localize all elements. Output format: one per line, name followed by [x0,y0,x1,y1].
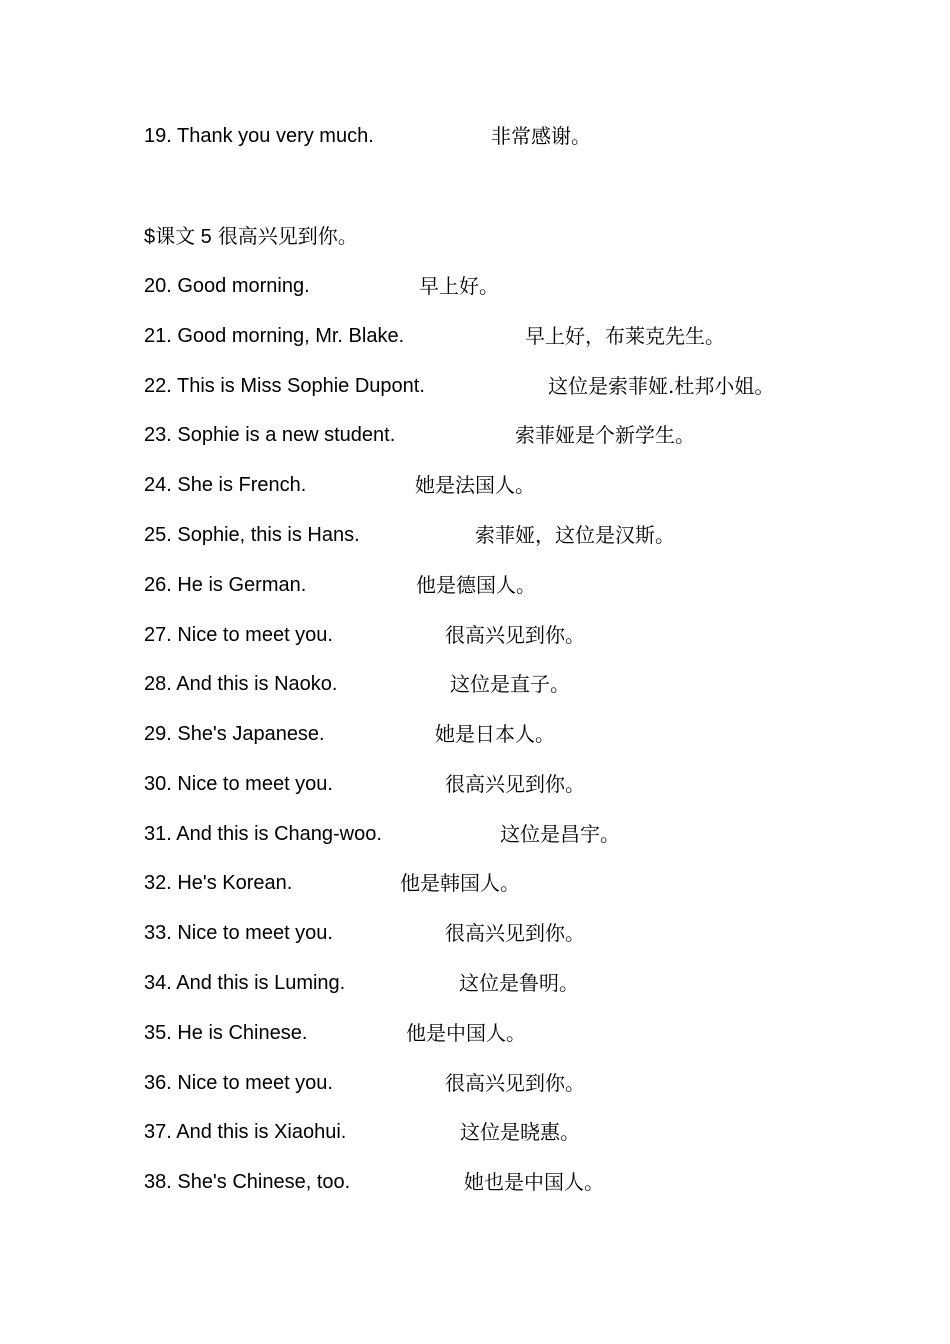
chinese-translation: 非常感谢。 [491,124,591,148]
lesson-number: $课文 5 [144,226,212,248]
english-sentence: 34. And this is Luming. [144,972,346,994]
lesson-title: 很高兴见到你。 [217,224,358,248]
chinese-translation: 这位是索菲娅.杜邦小姐。 [548,374,775,398]
sentence-line [144,1167,604,1197]
english-sentence: 24. She is French. [144,474,307,496]
chinese-translation: 早上好。 [419,274,499,298]
chinese-translation: 这位是鲁明。 [459,971,579,995]
chinese-translation: 他是韩国人。 [400,871,520,895]
sentence-line-19 [144,121,591,151]
chinese-translation: 这位是直子。 [450,672,570,696]
chinese-translation: 很高兴见到你。 [445,1071,585,1095]
sentence-line [144,669,570,699]
english-sentence: 20. Good morning. [144,275,310,297]
chinese-translation: 很高兴见到你。 [445,772,585,796]
english-sentence: 29. She's Japanese. [144,723,325,745]
english-sentence: 22. This is Miss Sophie Dupont. [144,375,425,397]
chinese-translation: 这位是昌宇。 [500,822,620,846]
sentence-line [144,1018,526,1048]
chinese-translation: 她是法国人。 [415,473,535,497]
sentence-line [144,420,695,450]
sentence-line [144,271,499,301]
english-sentence: 31. And this is Chang-woo. [144,823,382,845]
chinese-translation: 索菲娅，这位是汉斯。 [475,523,675,547]
sentence-line [144,321,725,351]
sentence-line [144,1117,580,1147]
english-sentence: 35. He is Chinese. [144,1022,308,1044]
sentence-line [144,719,555,749]
sentence-line [144,470,535,500]
lesson-heading [144,221,358,251]
sentence-line [144,819,620,849]
chinese-translation: 索菲娅是个新学生。 [515,423,695,447]
chinese-translation: 早上好，布莱克先生。 [525,324,725,348]
chinese-translation: 她是日本人。 [435,722,555,746]
sentence-line [144,1068,585,1098]
english-sentence: 21. Good morning, Mr. Blake. [144,325,405,347]
chinese-translation: 她也是中国人。 [464,1170,604,1194]
english-sentence: 23. Sophie is a new student. [144,424,396,446]
sentence-line [144,918,585,948]
english-sentence: 33. Nice to meet you. [144,922,333,944]
english-sentence: 26. He is German. [144,574,307,596]
chinese-translation: 这位是晓惠。 [460,1120,580,1144]
sentence-line [144,968,579,998]
english-sentence: 36. Nice to meet you. [144,1072,333,1094]
sentence-line [144,620,585,650]
english-sentence: 25. Sophie, this is Hans. [144,524,360,546]
english-sentence: 38. She's Chinese, too. [144,1171,351,1193]
english-sentence: 37. And this is Xiaohui. [144,1121,347,1143]
chinese-translation: 很高兴见到你。 [445,921,585,945]
sentence-line [144,570,536,600]
english-sentence: 19. Thank you very much. [144,125,374,147]
chinese-translation: 很高兴见到你。 [445,623,585,647]
chinese-translation: 他是德国人。 [416,573,536,597]
sentence-line [144,520,675,550]
sentence-line [144,769,585,799]
english-sentence: 27. Nice to meet you. [144,624,333,646]
english-sentence: 28. And this is Naoko. [144,673,338,695]
sentence-line [144,371,775,401]
english-sentence: 30. Nice to meet you. [144,773,333,795]
chinese-translation: 他是中国人。 [406,1021,526,1045]
english-sentence: 32. He's Korean. [144,872,293,894]
sentence-line [144,868,520,898]
